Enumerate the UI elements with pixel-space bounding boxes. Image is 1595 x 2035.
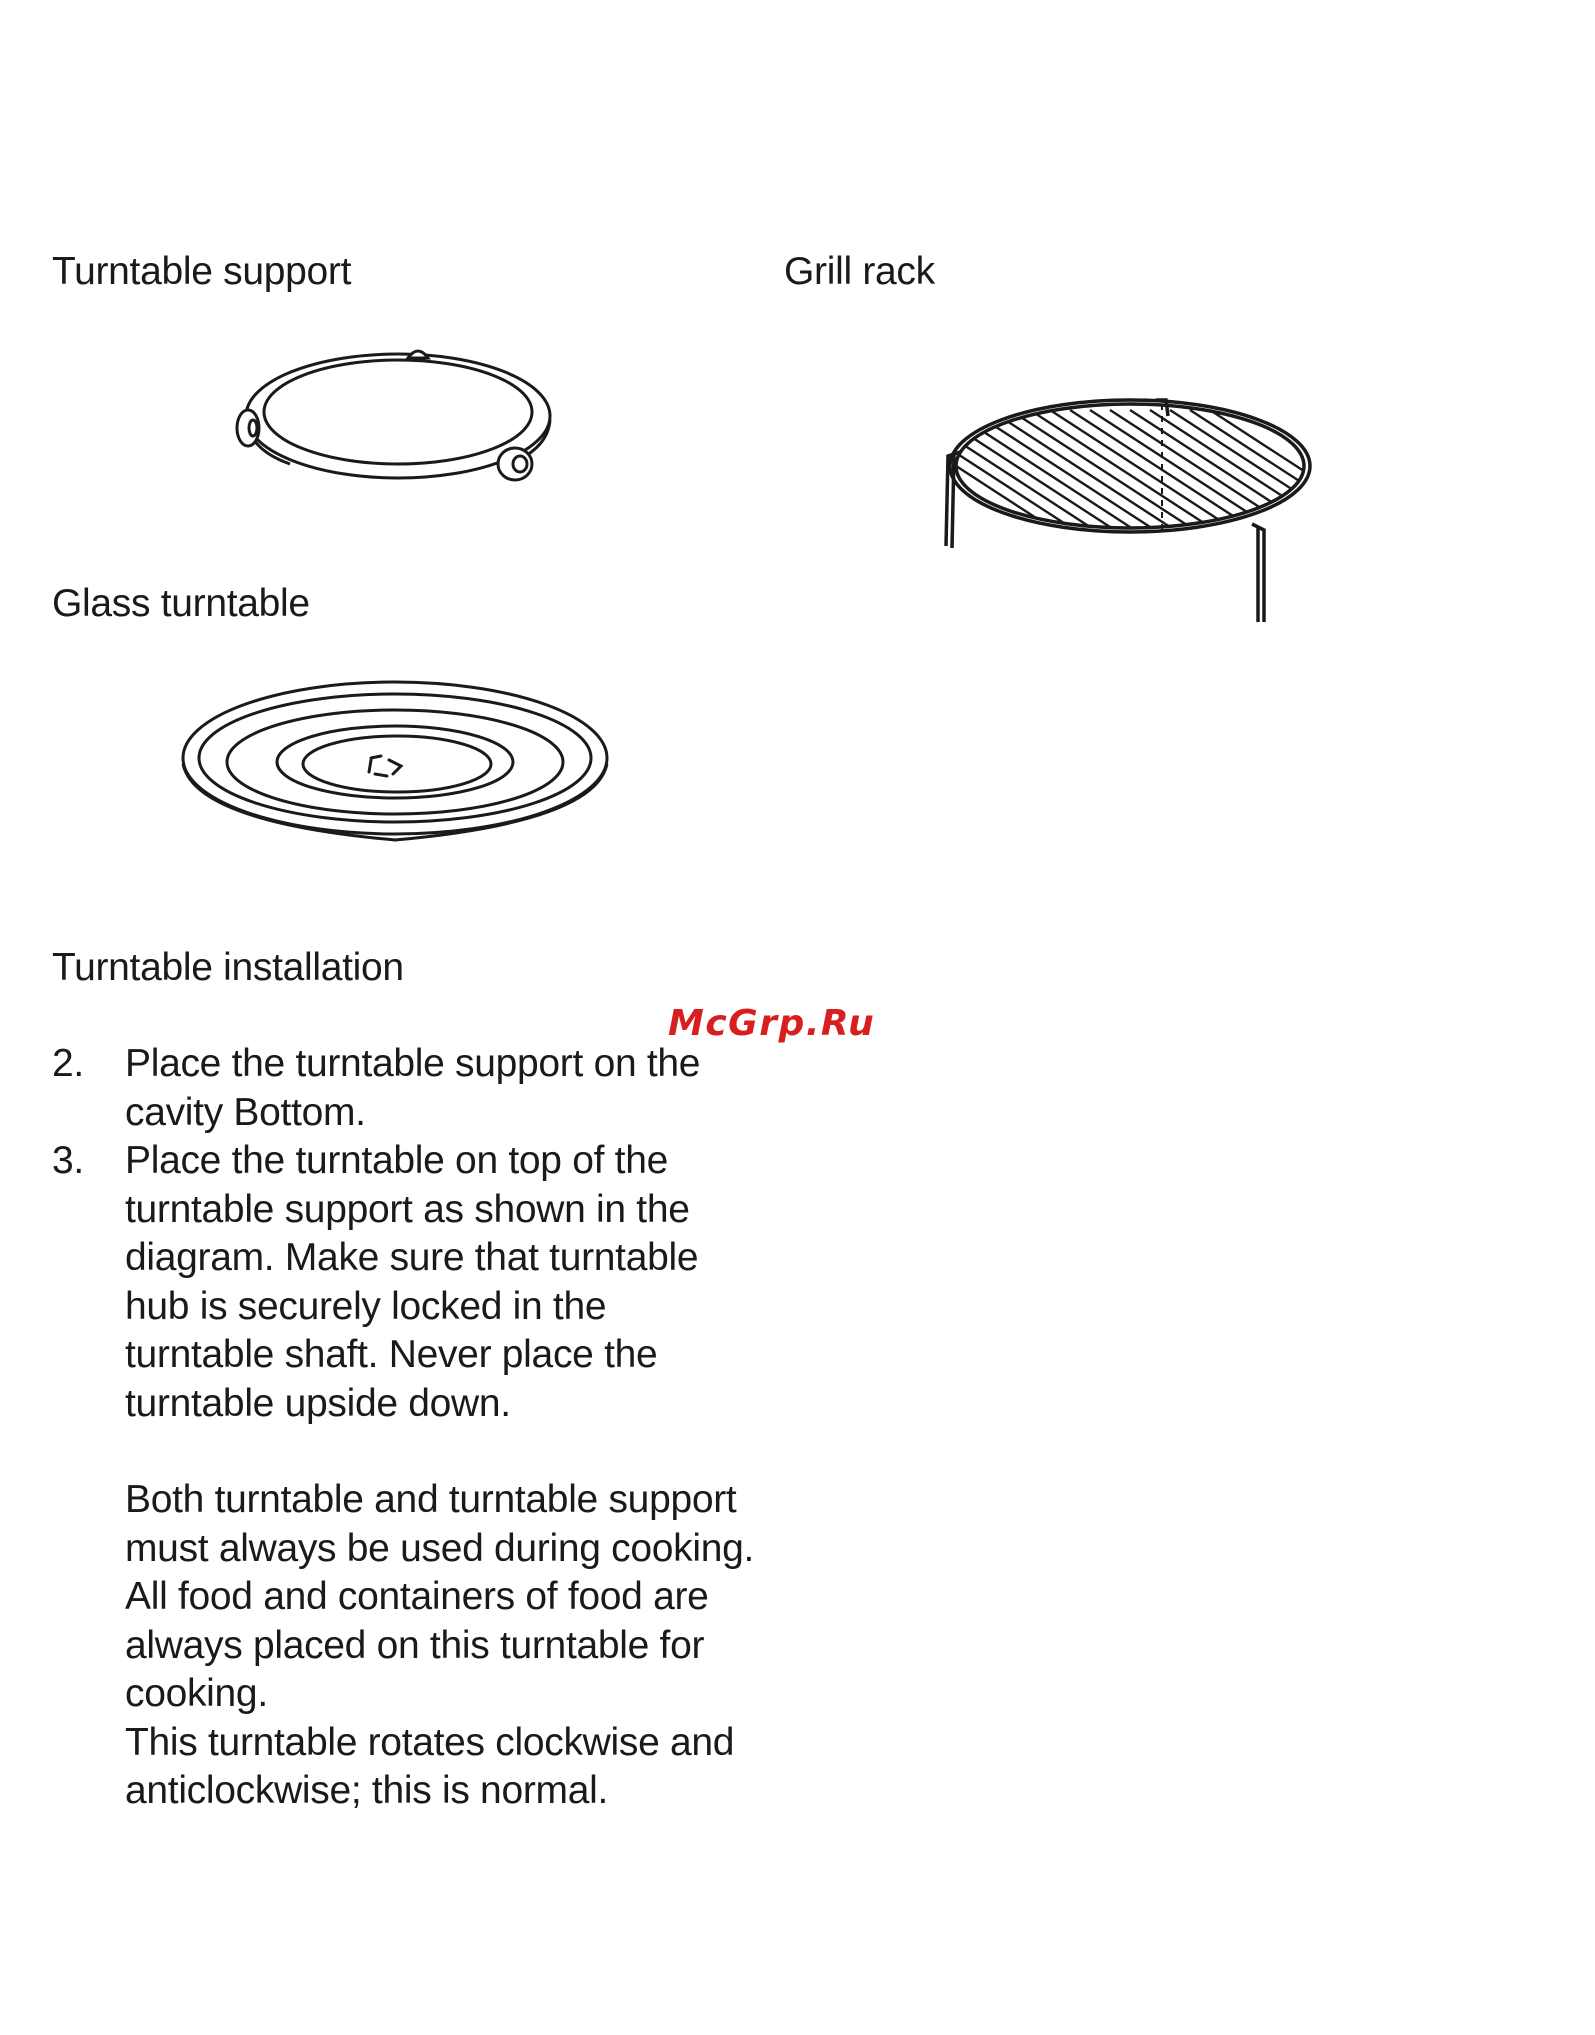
grill-rack-illustration — [930, 390, 1330, 630]
turntable-installation-heading: Turntable installation — [52, 946, 404, 989]
turntable-support-heading: Turntable support — [52, 250, 352, 293]
glass-turntable-heading: Glass turntable — [52, 582, 310, 625]
note-paragraph: Both turntable and turntable support must always be used during cooking. — [125, 1478, 755, 1570]
turntable-support-illustration — [230, 340, 570, 490]
installation-steps — [52, 1040, 742, 1428]
step-text: Place the turntable support on the cavity Bottom. — [125, 1042, 701, 1134]
step-number: 2. — [52, 1042, 84, 1085]
note-paragraph: All food and containers of food are always placed on this turntable for cooking. — [125, 1575, 709, 1715]
step-number: 3. — [52, 1139, 84, 1182]
grill-rack-heading: Grill rack — [784, 250, 935, 293]
glass-turntable-illustration — [175, 672, 615, 852]
usage-notes — [125, 1476, 765, 1816]
note-paragraph: This turntable rotates clockwise and anticlockwise; this is normal. — [125, 1720, 735, 1812]
step-text: Place the turntable on top of the turntable support as shown in the diagram. Make sure that turntable hub is securely locked in the turntable shaft. Never place the turntable upside down. — [125, 1139, 699, 1425]
watermark: McGrp.Ru — [668, 1003, 876, 1044]
step-3 — [52, 1137, 742, 1428]
step-2 — [52, 1040, 742, 1137]
